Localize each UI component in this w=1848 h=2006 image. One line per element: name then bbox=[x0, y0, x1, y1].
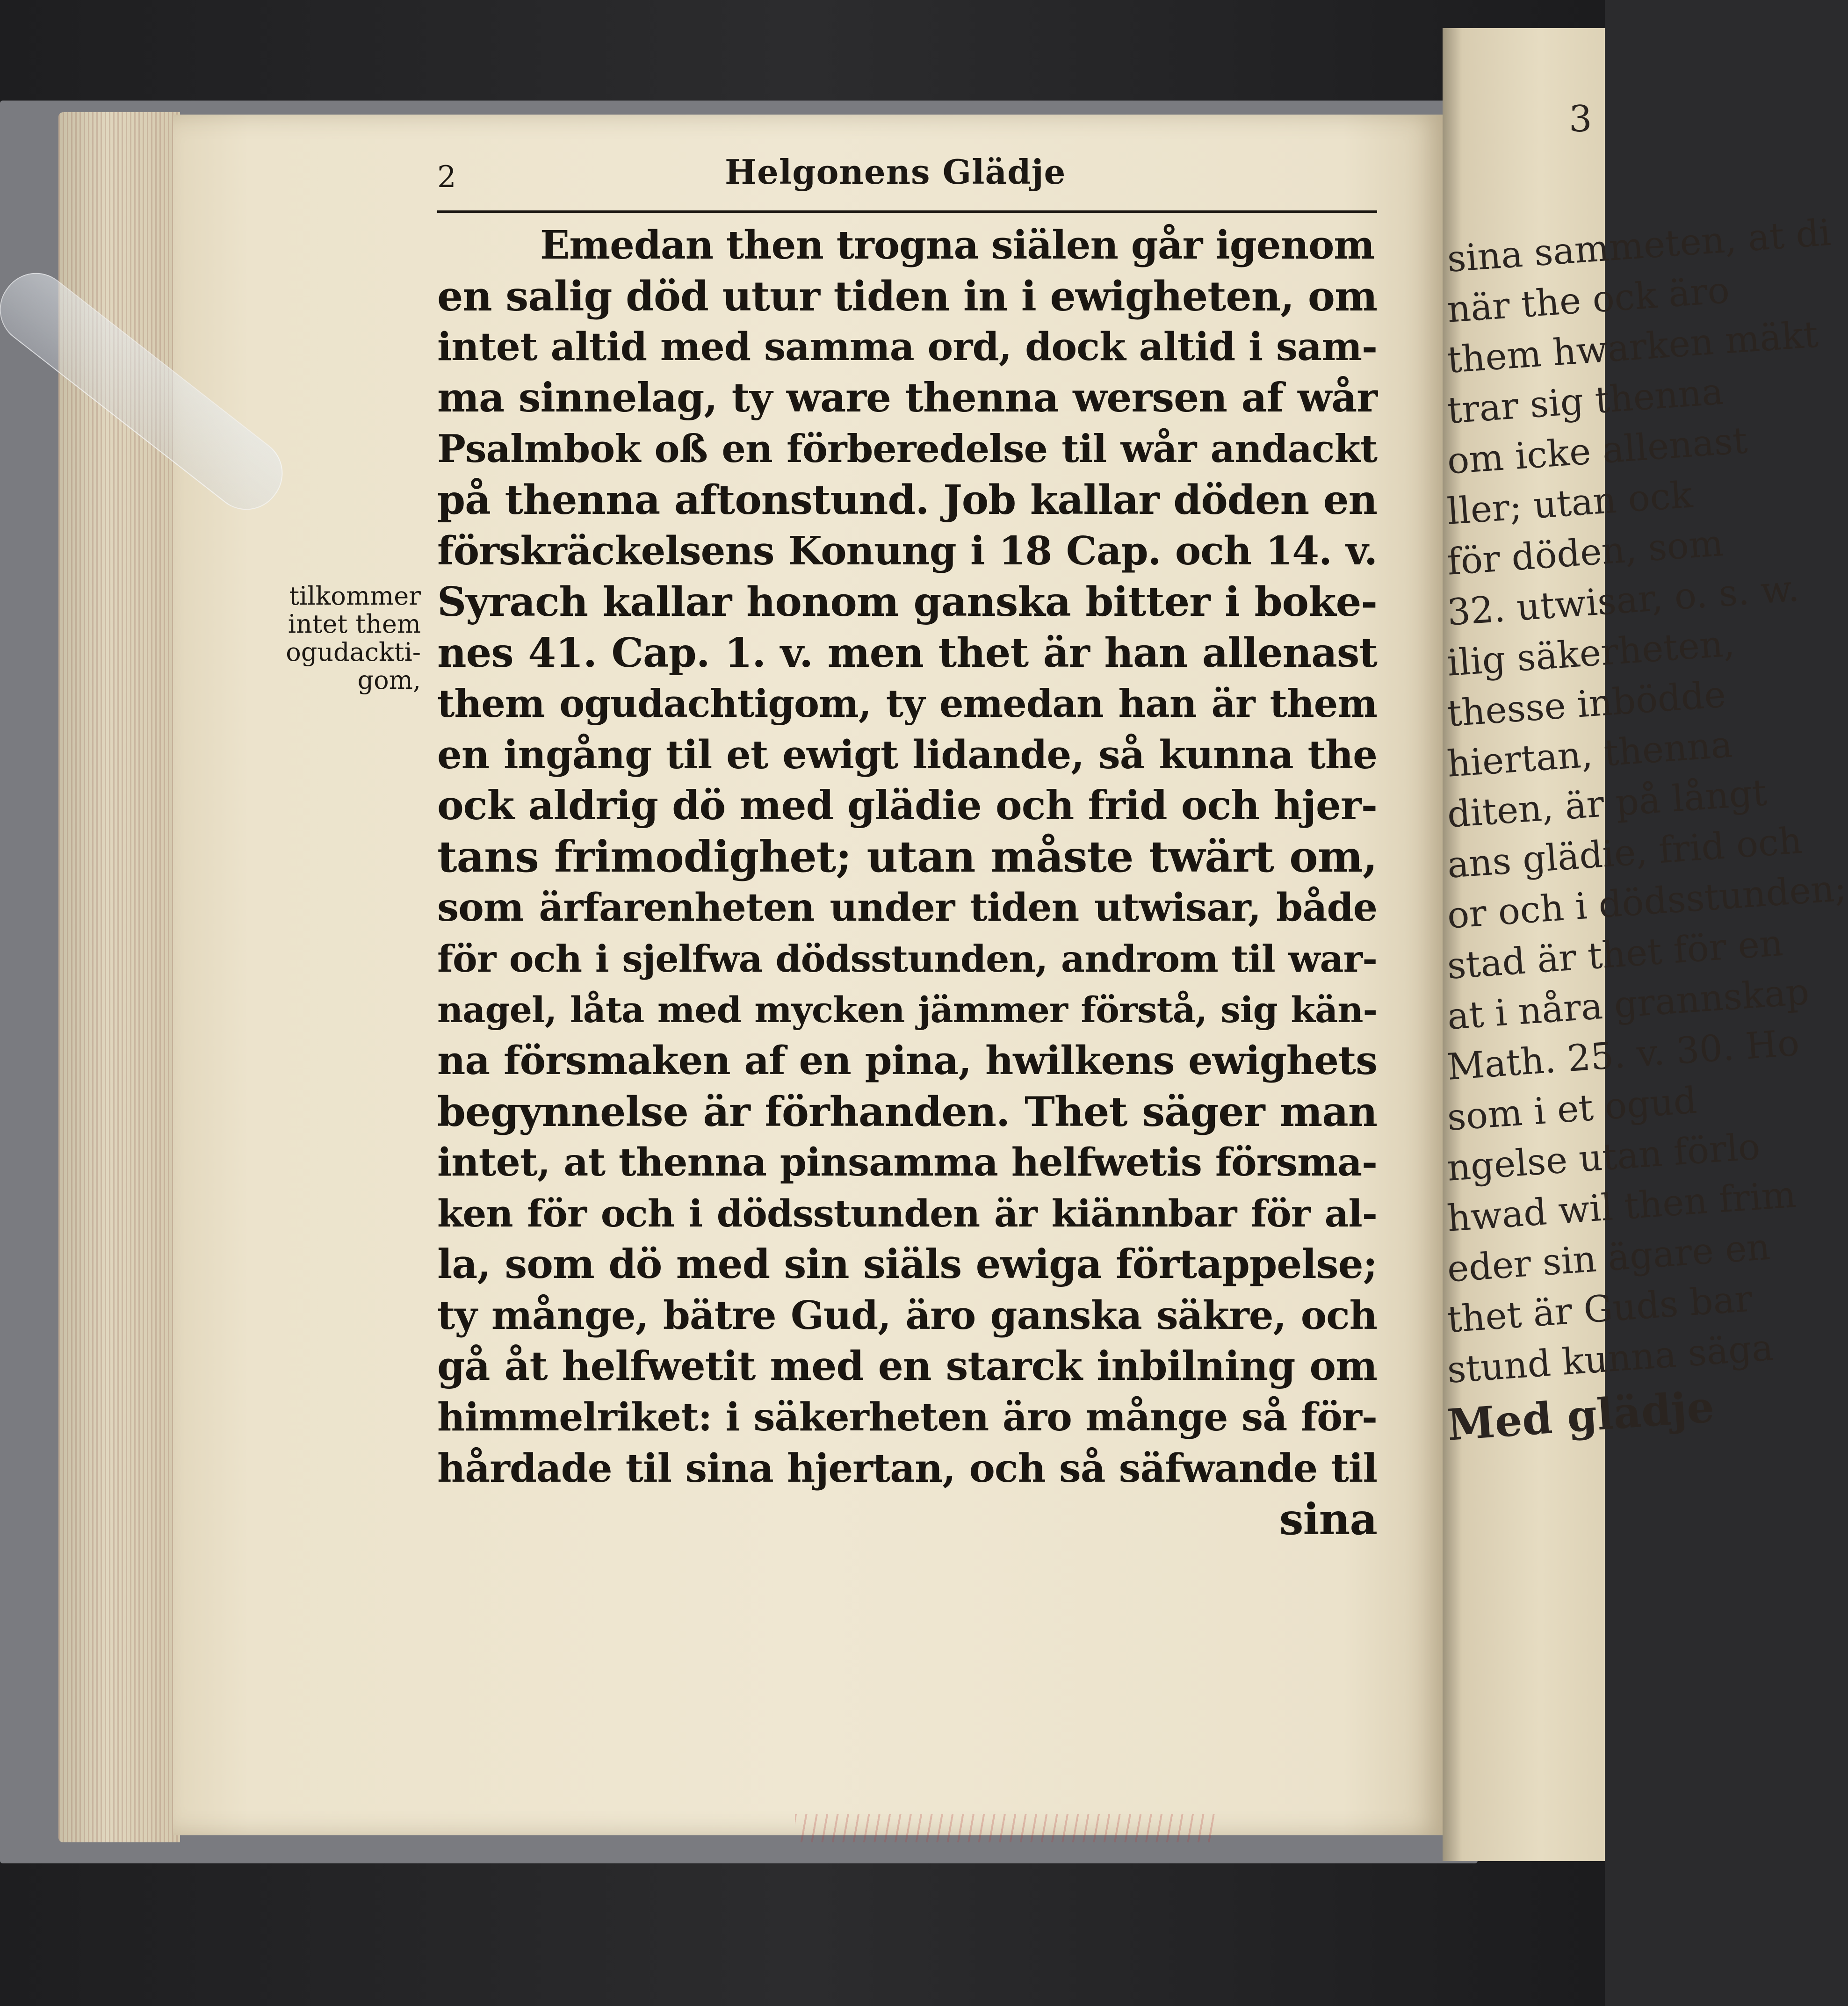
text-line: nagel, låta med mycken jämmer förstå, sig kän- bbox=[437, 989, 1377, 1031]
text-line: ock aldrig dö med glädie och frid och hjer- bbox=[437, 782, 1377, 829]
catchword: sina bbox=[1279, 1494, 1377, 1544]
text-line: himmelriket: i säkerheten äro månge så för- bbox=[437, 1395, 1377, 1440]
text-line: begynnelse är förhanden. Thet säger man bbox=[437, 1088, 1377, 1136]
text-line: intet altid med samma ord, dock altid i sam- bbox=[437, 325, 1377, 369]
text-line: ty månge, bätre Gud, äro ganska säkre, och bbox=[437, 1292, 1377, 1338]
red-ink-marks bbox=[795, 1814, 1216, 1842]
marginal-note-line: gom, bbox=[357, 665, 421, 695]
facing-page-line: Math. 25. v. 30. Ho bbox=[1445, 1022, 1801, 1089]
text-line: på thenna aftonstund. Job kallar döden en bbox=[437, 476, 1377, 524]
text-line: tans frimodighet; utan måste twärt om, bbox=[437, 831, 1377, 882]
text-line: them ogudachtigom, ty emedan han är them bbox=[437, 682, 1377, 726]
text-line: la, som dö med sin siäls ewiga förtappelse; bbox=[437, 1241, 1377, 1288]
facing-page-line: eder sin ägare en bbox=[1445, 1226, 1772, 1291]
text-line: för och i sjelfwa dödsstunden, androm til war- bbox=[437, 937, 1377, 981]
text-line: Syrach kallar honom ganska bitter i boke- bbox=[437, 578, 1377, 626]
facing-page-line: diten, är på långt bbox=[1445, 772, 1769, 836]
facing-page-number: 3 bbox=[1569, 98, 1592, 140]
marginal-note-line: intet them bbox=[288, 609, 421, 639]
running-head: Helgonens Glädje bbox=[725, 152, 1066, 192]
facing-page-line: stad är thet för en bbox=[1445, 922, 1784, 988]
facing-page-line: hwad wil then frim bbox=[1445, 1173, 1797, 1240]
facing-page-line: som i et ogud bbox=[1445, 1079, 1698, 1139]
facing-page-line: när the ock äro bbox=[1445, 269, 1731, 331]
facing-page-line: stund kunna säga bbox=[1445, 1327, 1775, 1392]
facing-page-line: om icke allenast bbox=[1445, 419, 1749, 483]
marginal-note-line: tilkommer bbox=[289, 581, 421, 611]
facing-page-line: ilig säkerheten, bbox=[1445, 622, 1736, 685]
text-line: en salig död utur tiden in i ewigheten, om bbox=[437, 272, 1377, 320]
text-line: ken för och i dödsstunden är kiännbar för al- bbox=[437, 1191, 1377, 1235]
text-line: ma sinnelag, ty ware thenna wersen af wår bbox=[437, 375, 1377, 421]
text-line: som ärfarenheten under tiden utwisar, både bbox=[437, 885, 1377, 930]
text-line: förskräckelsens Konung i 18 Cap. och 14. v. bbox=[437, 528, 1377, 574]
facing-page-line: trar sig thenna bbox=[1445, 370, 1725, 432]
facing-page-line: för döden, som bbox=[1445, 522, 1725, 584]
facing-page-line: thesse inbödde bbox=[1445, 673, 1727, 735]
text-line: nes 41. Cap. 1. v. men thet är han allenast bbox=[437, 629, 1377, 677]
facing-page-line: thet är Guds bar bbox=[1445, 1277, 1754, 1341]
facing-page-line: ller; utan ock bbox=[1445, 474, 1694, 533]
marginal-note bbox=[267, 582, 421, 694]
text-line: Psalmbok oß en förberedelse til wår andackt bbox=[437, 427, 1377, 471]
body-text bbox=[437, 220, 1377, 1545]
facing-page-line: ans glädie, frid och bbox=[1445, 820, 1804, 887]
facing-page-line: them hwarken mäkt bbox=[1445, 313, 1820, 382]
text-line: na försmaken af en pina, hwilkens ewighets bbox=[437, 1038, 1377, 1083]
facing-page-line: hiertan, thenna bbox=[1445, 723, 1734, 786]
facing-page-line: 32. utwisar, o. s. w. bbox=[1445, 567, 1801, 634]
marginal-note-line: ogudackti- bbox=[286, 637, 421, 667]
text-line: hårdade til sina hjertan, och så säfwande til bbox=[437, 1445, 1377, 1491]
header-rule bbox=[437, 210, 1377, 213]
facing-page-line: sina sammeten, at di bbox=[1445, 211, 1833, 281]
text-line: intet, at thenna pinsamma helfwetis försma- bbox=[437, 1140, 1377, 1185]
facing-page-line: Med glädje bbox=[1445, 1381, 1716, 1450]
text-line: gå åt helfwetit med en starck inbilning om bbox=[437, 1343, 1377, 1390]
page-number: 2 bbox=[437, 160, 456, 195]
facing-page-line: at i nåra grannskap bbox=[1445, 971, 1811, 1038]
facing-page-line: ngelse utan förlo bbox=[1445, 1126, 1761, 1190]
facing-page bbox=[1443, 28, 1848, 1861]
facing-page-line: or och i dödsstunden; bbox=[1445, 867, 1848, 937]
text-line: en ingång til et ewigt lidande, så kunna the bbox=[437, 732, 1377, 778]
text-line: Emedan then trogna siälen går igenom bbox=[540, 222, 1375, 268]
